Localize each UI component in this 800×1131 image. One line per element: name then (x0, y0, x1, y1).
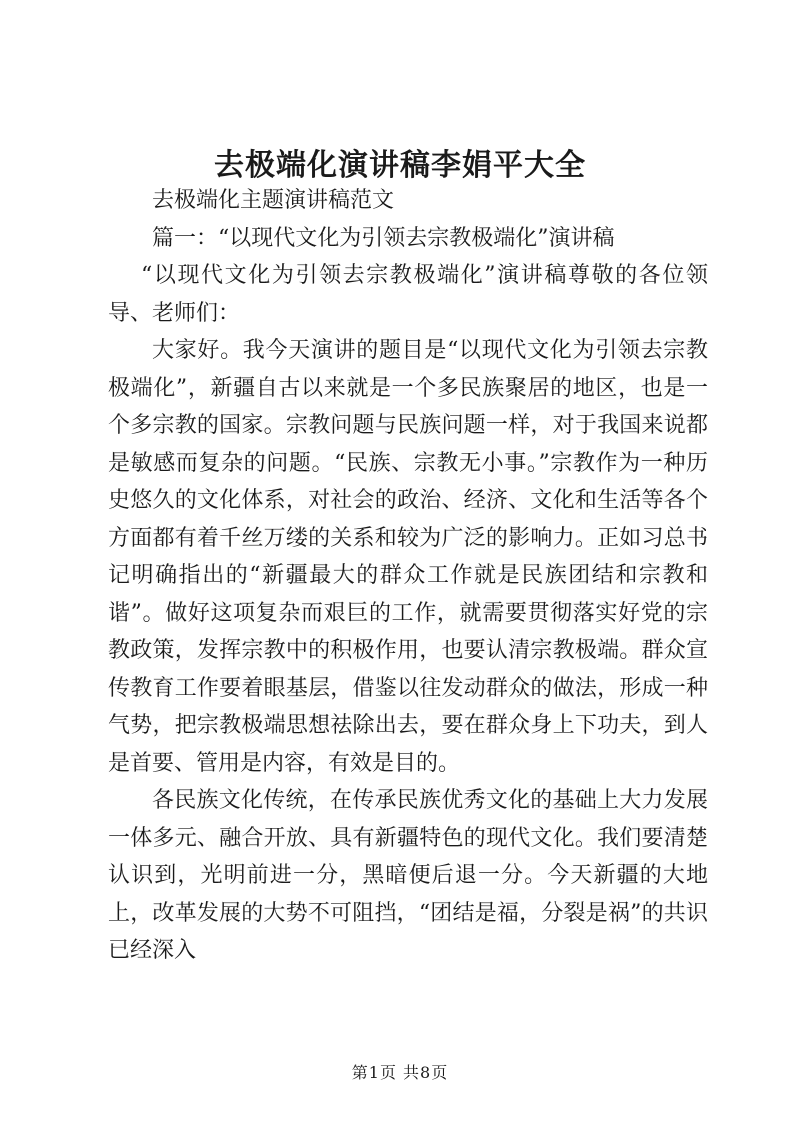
paragraph-body: 各民族文化传统，在传承民族优秀文化的基础上大力发展一体多元、融合开放、具有新疆特色的现代文化。我们要清楚认识到，光明前进一分，黑暗便后退一分。今天新疆的大地上，改革发展的大势不可阻挡，“团结是福，分裂是祸”的共识已经深入 (108, 788, 708, 963)
document-title: 去极端化演讲稿李娟平大全 (214, 148, 586, 183)
page-number-footer: 第1页 共8页 (351, 1063, 449, 1082)
paragraph-salutation: “以现代文化为引领去宗教极端化”演讲稿尊敬的各位领导、老师们： (108, 263, 708, 326)
paragraph-subtitle: 去极端化主题演讲稿范文 (152, 188, 395, 213)
paragraph-section-heading: 篇一：“以现代文化为引领去宗教极端化”演讲稿 (152, 225, 615, 251)
paragraph-body: 大家好。我今天演讲的题目是“以现代文化为引领去宗教极端化”，新疆自古以来就是一个多民族聚居的地区，也是一个多宗教的国家。宗教问题与民族问题一样，对于我国来说都是敏感而复杂的问题。“民族、宗教无小事。”宗教作为一种历史悠久的文化体系，对社会的政治、经济、文化和生活等各个方面都有着千丝万缕的关系和较为广泛的影响力。正如习总书记明确指出的“新疆最大的群众工作就是民族团结和宗教和谐”。做好这项复杂而艰巨的工作，就需要贯彻落实好党的宗教政策，发挥宗教中的积极作用，也要认清宗教极端。群众宣传教育工作要着眼基层，借鉴以往发动群众的做法，形成一种气势，把宗教极端思想祛除出去，要在群众身上下功夫，到人是首要、管用是内容，有效是目的。 (108, 338, 708, 776)
document-body (108, 182, 708, 970)
